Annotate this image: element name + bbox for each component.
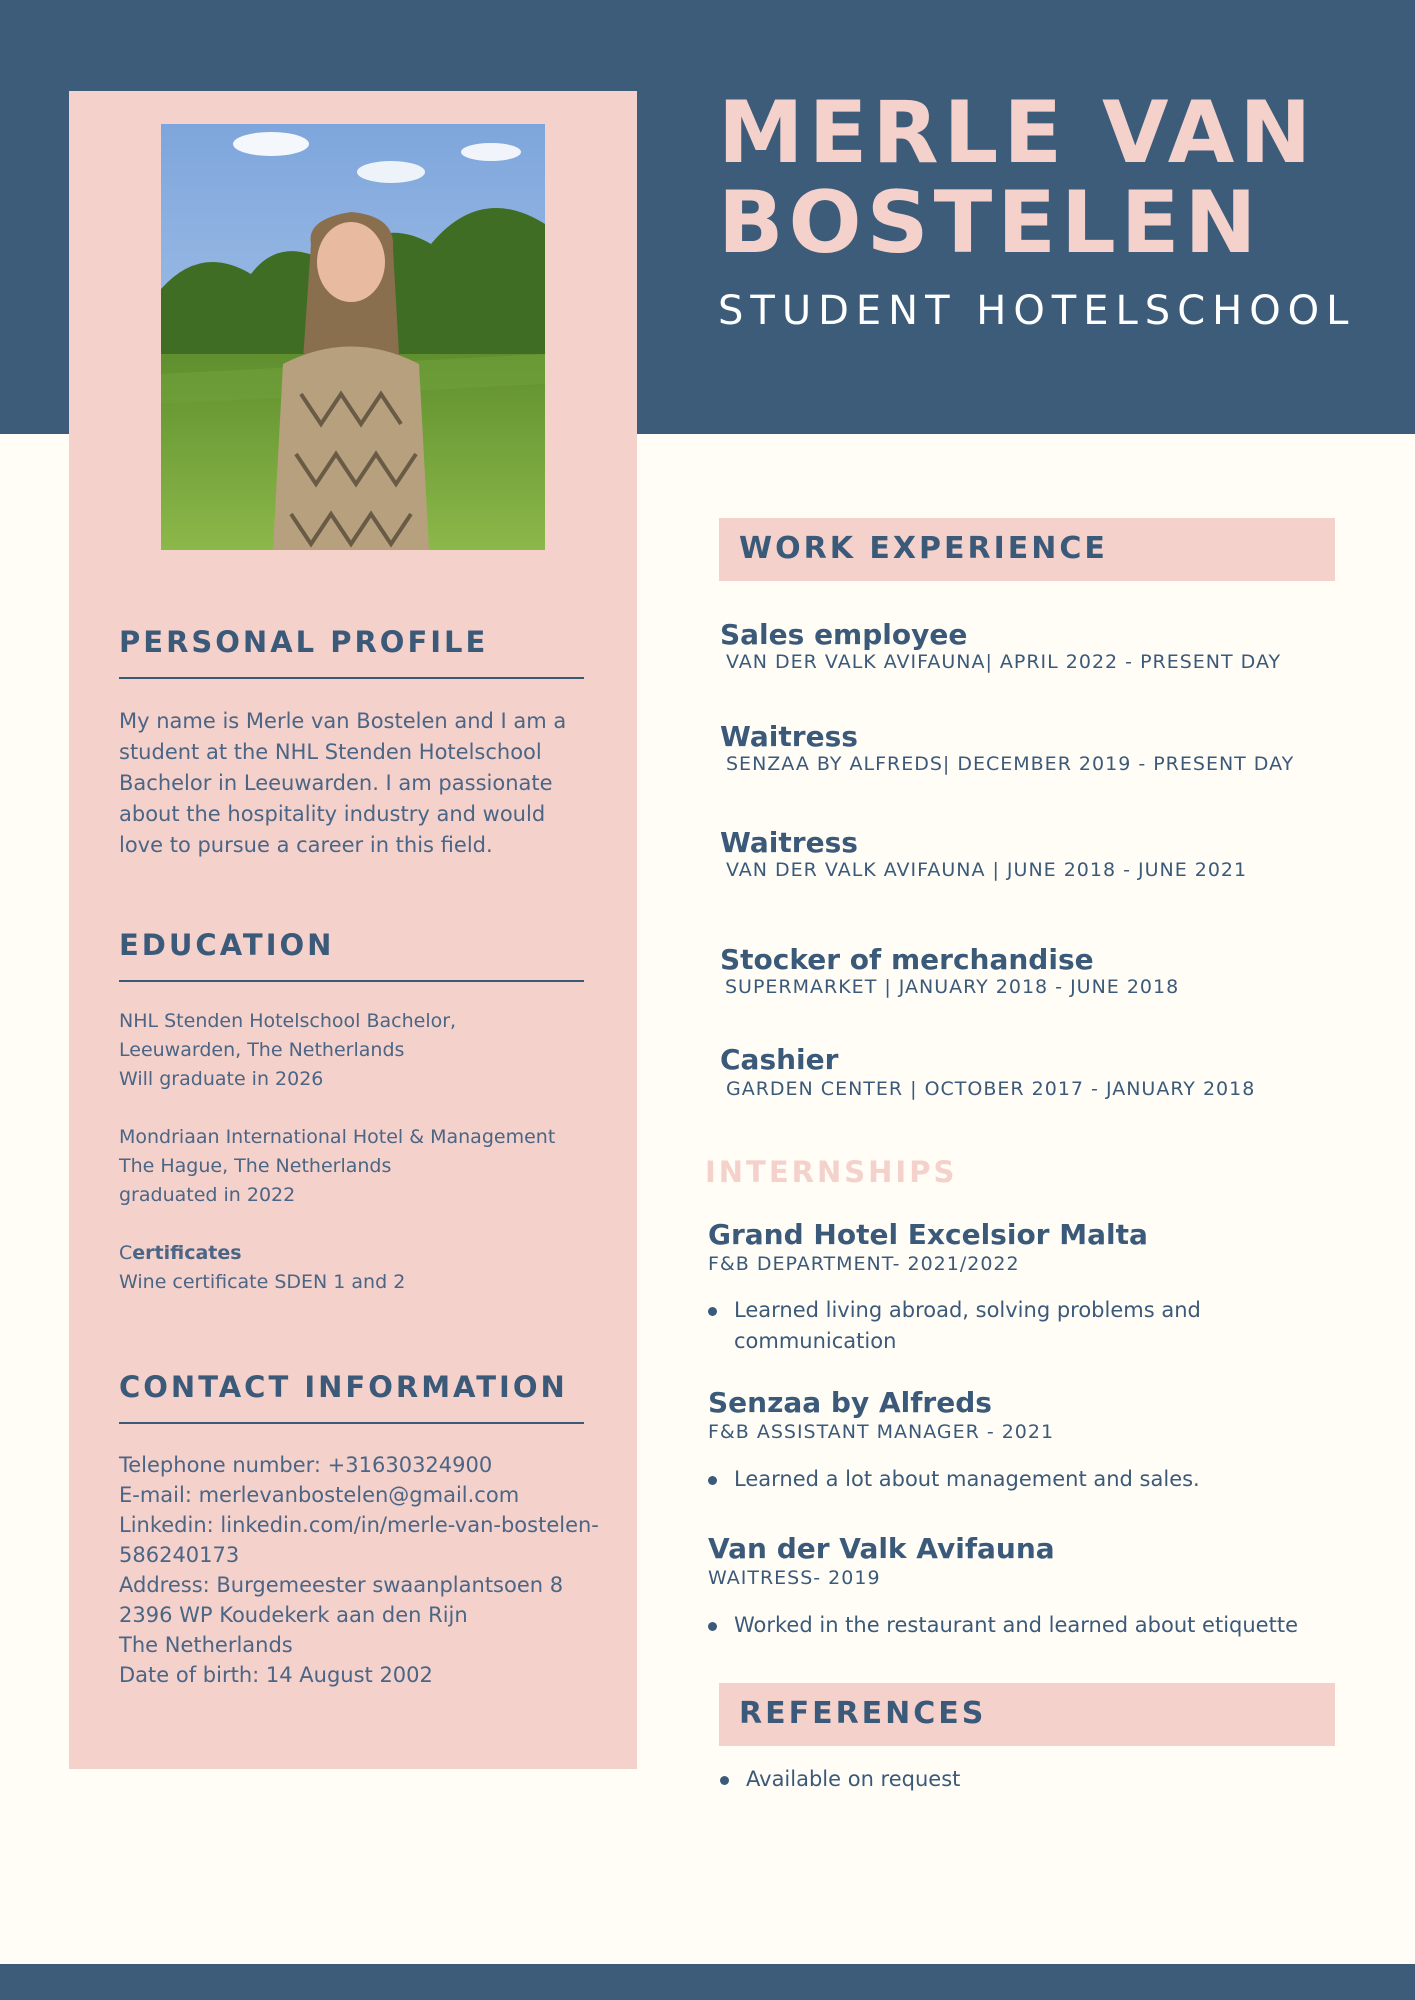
contact-heading: CONTACT INFORMATION (119, 1370, 584, 1424)
job-details: SENZAA BY ALFREDS| DECEMBER 2019 - PRESENT DAY (726, 753, 1295, 775)
certificates-label: Certificates (119, 1242, 242, 1264)
profile-line: student at the NHL Stenden Hotelschool (119, 740, 542, 764)
education-line: NHL Stenden Hotelschool Bachelor, (119, 1010, 457, 1032)
profile-line: love to pursue a career in this field. (119, 833, 493, 857)
education-line: Will graduate in 2026 (119, 1068, 324, 1090)
internship-item (708, 1532, 1055, 1589)
education-line: Leeuwarden, The Netherlands (119, 1039, 405, 1061)
certificate-line: Wine certificate SDEN 1 and 2 (119, 1271, 406, 1293)
contact-address: Address: Burgemeester swaanplantsoen 8 (119, 1573, 564, 1597)
contact-linkedin: Linkedin: linkedin.com/in/merle-van-bostelen- (119, 1513, 599, 1537)
footer-band (0, 1964, 1415, 2000)
internship-item (708, 1218, 1148, 1275)
internships-heading: INTERNSHIPS (705, 1155, 958, 1189)
internship-item (708, 1386, 1054, 1443)
work-item (720, 943, 1179, 998)
job-details: SUPERMARKET | JANUARY 2018 - JUNE 2018 (725, 976, 1180, 998)
internship-details: WAITRESS- 2019 (708, 1567, 881, 1589)
job-title: Waitress (720, 720, 858, 753)
work-item (720, 1043, 1255, 1100)
profile-line: about the hospitality industry and would (119, 802, 546, 826)
candidate-name (718, 83, 1398, 273)
internship-title: Van der Valk Avifauna (708, 1532, 1055, 1565)
profile-text (119, 706, 589, 861)
contact-address-2: 2396 WP Koudekerk aan den Rijn (119, 1603, 468, 1627)
portrait-photo (161, 124, 545, 550)
contact-country: The Netherlands (119, 1633, 293, 1657)
education-line: The Hague, The Netherlands (119, 1155, 392, 1177)
job-subtitle: STUDENT HOTELSCHOOL (718, 288, 1356, 334)
work-item (720, 618, 1281, 673)
job-title: Stocker of merchandise (720, 943, 1094, 976)
education-line: Mondriaan International Hotel & Management (119, 1126, 556, 1148)
contact-list (119, 1450, 599, 1690)
internship-bullet: Learned a lot about management and sales. (704, 1464, 1334, 1495)
job-title: Waitress (720, 826, 858, 859)
name-line-2: BOSTELEN (718, 173, 1262, 273)
internship-bullet: Learned living abroad, solving problems and communication (704, 1295, 1294, 1357)
education-line: graduated in 2022 (119, 1184, 296, 1206)
job-title: Sales employee (720, 618, 968, 651)
profile-line: Bachelor in Leeuwarden. I am passionate (119, 771, 553, 795)
references-heading: REFERENCES (739, 1696, 987, 1731)
job-details: VAN DER VALK AVIFAUNA| APRIL 2022 - PRESENT DAY (726, 651, 1282, 673)
profile-heading: PERSONAL PROFILE (119, 625, 584, 679)
internship-details: F&B ASSISTANT MANAGER - 2021 (708, 1421, 1055, 1443)
name-line-1: MERLE VAN (718, 83, 1317, 183)
internship-bullet: Worked in the restaurant and learned about etiquette (704, 1610, 1374, 1641)
work-heading-bar (719, 518, 1335, 581)
internship-details: F&B DEPARTMENT- 2021/2022 (708, 1253, 1020, 1275)
profile-line: My name is Merle van Bostelen and I am a (119, 709, 567, 733)
contact-birthdate: Date of birth: 14 August 2002 (119, 1663, 433, 1687)
education-heading: EDUCATION (119, 928, 584, 982)
education-list (119, 1007, 589, 1297)
contact-email: E-mail: merlevanbostelen@gmail.com (119, 1483, 520, 1507)
work-item (720, 826, 1247, 881)
internship-title: Grand Hotel Excelsior Malta (708, 1218, 1148, 1251)
internship-title: Senzaa by Alfreds (708, 1386, 992, 1419)
references-heading-bar (719, 1683, 1335, 1746)
work-heading: WORK EXPERIENCE (739, 531, 1108, 566)
job-title: Cashier (720, 1043, 839, 1076)
contact-linkedin-cont: 586240173 (119, 1543, 240, 1567)
job-details: GARDEN CENTER | OCTOBER 2017 - JANUARY 2018 (726, 1078, 1256, 1100)
contact-phone: Telephone number: +31630324900 (119, 1453, 493, 1477)
references-bullet: Available on request (716, 1764, 960, 1795)
job-details: VAN DER VALK AVIFAUNA | JUNE 2018 - JUNE 2021 (726, 859, 1248, 881)
work-item (720, 720, 1294, 775)
